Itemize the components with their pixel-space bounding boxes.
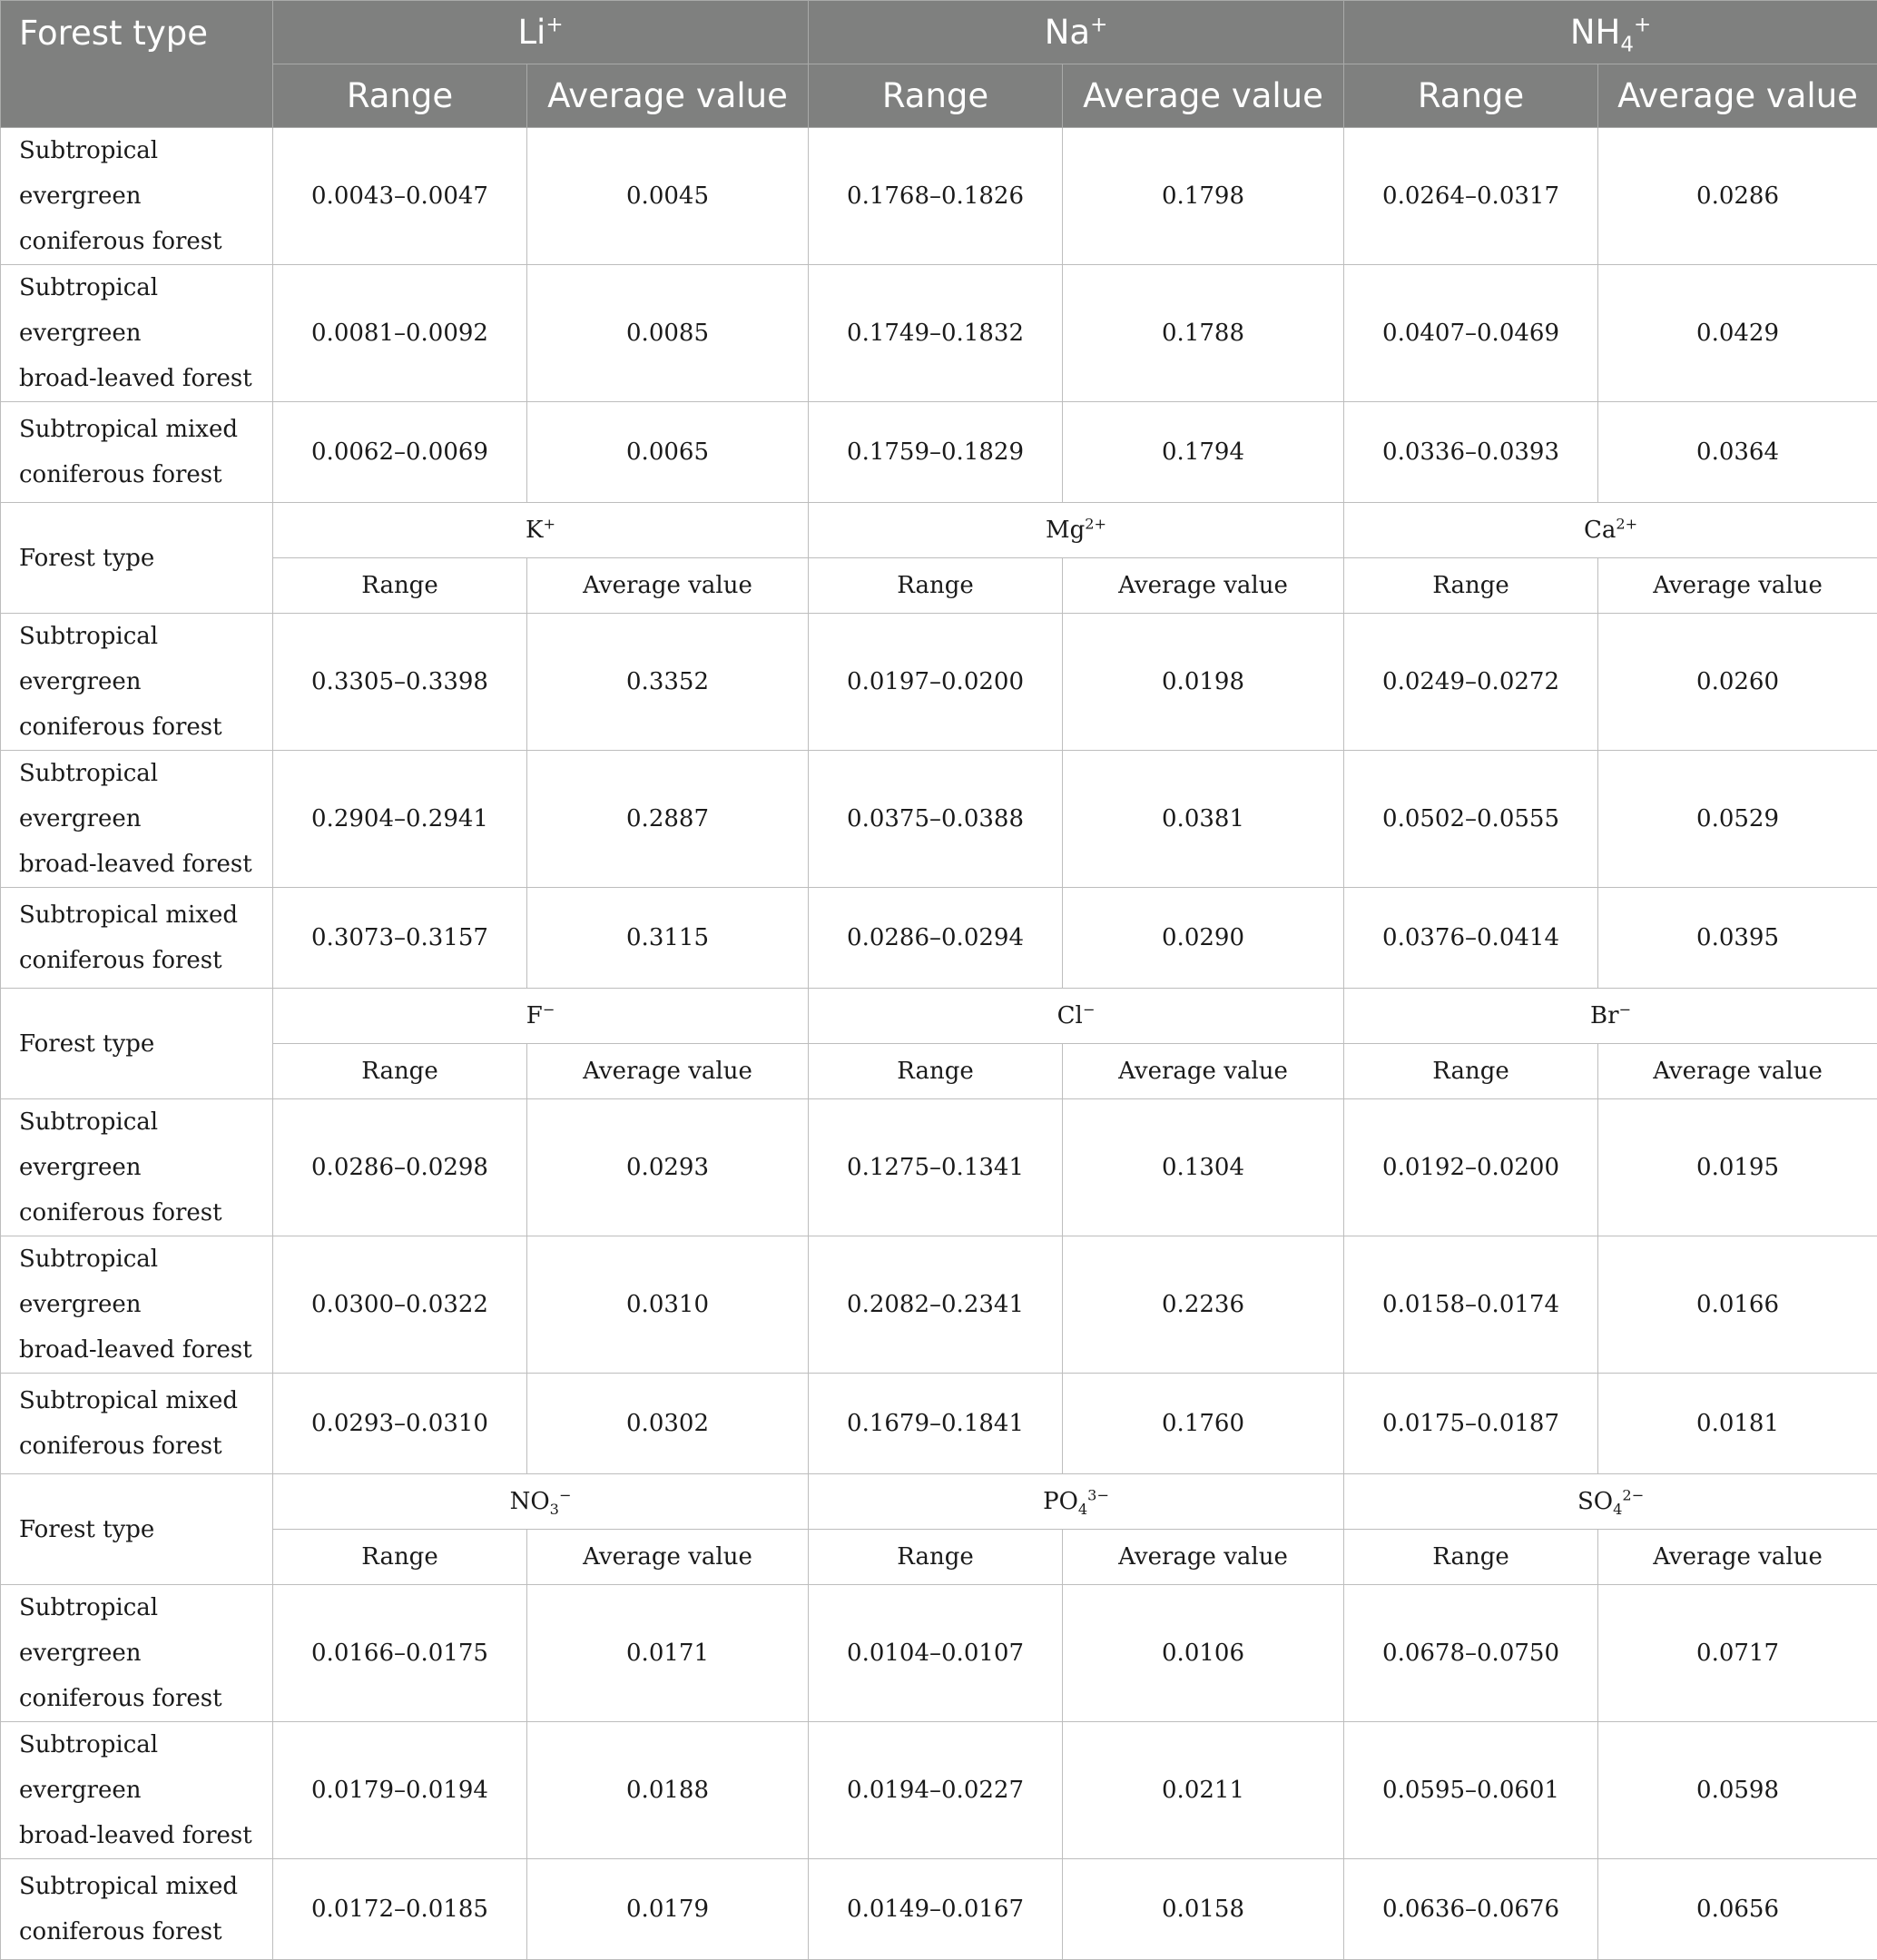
range-header: Range <box>1344 1530 1598 1585</box>
average-cell: 0.0166 <box>1598 1236 1877 1374</box>
forest-type-line: Subtropical evergreen <box>19 137 158 210</box>
average-cell: 0.0598 <box>1598 1722 1877 1859</box>
average-cell: 0.0158 <box>1063 1859 1344 1960</box>
forest-type-cell <box>1 265 273 402</box>
ion-header: F− <box>273 989 809 1044</box>
range-cell: 0.0407–0.0469 <box>1344 265 1598 402</box>
forest-type-cell <box>1 128 273 265</box>
forest-type-line: Subtropical mixed <box>19 1873 238 1900</box>
forest-type-cell <box>1 1374 273 1474</box>
average-header: Average value <box>527 1530 809 1585</box>
table-row <box>1 128 1877 265</box>
forest-type-line: coniferous forest <box>19 228 222 255</box>
average-header: Average value <box>527 1044 809 1099</box>
ion-header: $SO_4^{2-}$ <box>1344 1474 1877 1530</box>
range-cell: 0.3073–0.3157 <box>273 888 527 989</box>
table-row <box>1 1585 1877 1722</box>
forest-type-cell <box>1 1236 273 1374</box>
range-cell: 0.1275–0.1341 <box>809 1099 1063 1236</box>
range-header: Range <box>809 64 1063 128</box>
forest-type-cell <box>1 1099 273 1236</box>
average-cell: 0.1760 <box>1063 1374 1344 1474</box>
range-cell: 0.1768–0.1826 <box>809 128 1063 265</box>
forest-type-line: Subtropical evergreen <box>19 1731 158 1804</box>
range-cell: 0.0158–0.0174 <box>1344 1236 1598 1374</box>
table-body <box>1 128 1877 1960</box>
range-cell: 0.0194–0.0227 <box>809 1722 1063 1859</box>
ion-header: $Ca^{2+}$ <box>1344 503 1877 558</box>
average-cell: 0.0395 <box>1598 888 1877 989</box>
range-cell: 0.0104–0.0107 <box>809 1585 1063 1722</box>
forest-type-cell <box>1 614 273 751</box>
table-header <box>1 1 1877 128</box>
table-row <box>1 1236 1877 1374</box>
forest-type-line: Subtropical evergreen <box>19 760 158 832</box>
range-cell: 0.0376–0.0414 <box>1344 888 1598 989</box>
ion-header: Br− <box>1344 989 1877 1044</box>
range-cell: 0.0249–0.0272 <box>1344 614 1598 751</box>
forest-type-header: Forest type <box>1 989 273 1099</box>
average-cell: 0.0290 <box>1063 888 1344 989</box>
range-cell: 0.1749–0.1832 <box>809 265 1063 402</box>
average-header: Average value <box>1063 64 1344 128</box>
range-cell: 0.2904–0.2941 <box>273 751 527 888</box>
forest-type-cell <box>1 751 273 888</box>
forest-type-line: broad-leaved forest <box>19 1336 252 1364</box>
forest-type-line: coniferous forest <box>19 714 222 741</box>
range-header: Range <box>1344 1044 1598 1099</box>
average-cell: 0.0198 <box>1063 614 1344 751</box>
section-header-row <box>1 1474 1877 1530</box>
forest-type-line: coniferous forest <box>19 947 222 974</box>
average-cell: 0.0286 <box>1598 128 1877 265</box>
average-cell: 0.0302 <box>527 1374 809 1474</box>
range-cell: 0.0062–0.0069 <box>273 402 527 503</box>
range-cell: 0.0595–0.0601 <box>1344 1722 1598 1859</box>
average-header: Average value <box>527 64 809 128</box>
range-cell: 0.0336–0.0393 <box>1344 402 1598 503</box>
range-cell: 0.0081–0.0092 <box>273 265 527 402</box>
range-header: Range <box>273 64 527 128</box>
range-cell: 0.0286–0.0294 <box>809 888 1063 989</box>
forest-type-line: Subtropical mixed <box>19 416 238 443</box>
average-cell: 0.0656 <box>1598 1859 1877 1960</box>
table-row <box>1 402 1877 503</box>
range-cell: 0.0043–0.0047 <box>273 128 527 265</box>
range-cell: 0.0166–0.0175 <box>273 1585 527 1722</box>
average-cell: 0.2887 <box>527 751 809 888</box>
forest-type-cell <box>1 888 273 989</box>
table-row <box>1 1722 1877 1859</box>
range-header: Range <box>809 1530 1063 1585</box>
forest-type-line: Subtropical evergreen <box>19 1246 158 1318</box>
ion-header: $PO_4^{3-}$ <box>809 1474 1344 1530</box>
table-row <box>1 888 1877 989</box>
average-header: Average value <box>1598 64 1877 128</box>
forest-type-line: Subtropical evergreen <box>19 1594 158 1667</box>
range-cell: 0.0375–0.0388 <box>809 751 1063 888</box>
average-cell: 0.1794 <box>1063 402 1344 503</box>
forest-type-line: broad-leaved forest <box>19 1822 252 1849</box>
forest-type-line: coniferous forest <box>19 1433 222 1460</box>
forest-type-header: Forest type <box>1 503 273 614</box>
forest-type-header: Forest type <box>1 1 273 128</box>
forest-type-line: Subtropical evergreen <box>19 623 158 695</box>
range-header: Range <box>1344 64 1598 128</box>
average-cell: 0.0188 <box>527 1722 809 1859</box>
average-cell: 0.0106 <box>1063 1585 1344 1722</box>
forest-type-cell <box>1 402 273 503</box>
average-cell: 0.0260 <box>1598 614 1877 751</box>
forest-type-cell <box>1 1859 273 1960</box>
section-subheader-row <box>1 1044 1877 1099</box>
average-header: Average value <box>1598 558 1877 614</box>
table-row <box>1 1099 1877 1236</box>
range-cell: 0.0300–0.0322 <box>273 1236 527 1374</box>
average-header: Average value <box>1063 1044 1344 1099</box>
average-cell: 0.0085 <box>527 265 809 402</box>
average-header: Average value <box>1063 1530 1344 1585</box>
range-cell: 0.0502–0.0555 <box>1344 751 1598 888</box>
forest-type-line: coniferous forest <box>19 1918 222 1945</box>
ion-header: $NO_3^-$ <box>273 1474 809 1530</box>
ion-header: Na+ <box>809 1 1344 64</box>
average-cell: 0.3352 <box>527 614 809 751</box>
average-cell: 0.3115 <box>527 888 809 989</box>
range-cell: 0.1679–0.1841 <box>809 1374 1063 1474</box>
range-cell: 0.1759–0.1829 <box>809 402 1063 503</box>
table-row <box>1 1859 1877 1960</box>
range-cell: 0.0172–0.0185 <box>273 1859 527 1960</box>
forest-type-header: Forest type <box>1 1474 273 1585</box>
range-cell: 0.2082–0.2341 <box>809 1236 1063 1374</box>
average-header: Average value <box>527 558 809 614</box>
average-cell: 0.0717 <box>1598 1585 1877 1722</box>
forest-type-cell <box>1 1722 273 1859</box>
range-cell: 0.0678–0.0750 <box>1344 1585 1598 1722</box>
ion-header: $Mg^{2+}$ <box>809 503 1344 558</box>
average-cell: 0.0195 <box>1598 1099 1877 1236</box>
section-header-row <box>1 989 1877 1044</box>
average-cell: 0.0529 <box>1598 751 1877 888</box>
forest-type-line: Subtropical evergreen <box>19 274 158 347</box>
range-cell: 0.0179–0.0194 <box>273 1722 527 1859</box>
forest-type-line: broad-leaved forest <box>19 851 252 878</box>
range-header: Range <box>1344 558 1598 614</box>
average-cell: 0.1788 <box>1063 265 1344 402</box>
range-cell: 0.0293–0.0310 <box>273 1374 527 1474</box>
forest-type-line: coniferous forest <box>19 461 222 488</box>
range-cell: 0.0264–0.0317 <box>1344 128 1598 265</box>
table-row <box>1 1374 1877 1474</box>
table-row <box>1 265 1877 402</box>
average-header: Average value <box>1063 558 1344 614</box>
average-cell: 0.0179 <box>527 1859 809 1960</box>
average-header: Average value <box>1598 1530 1877 1585</box>
average-cell: 0.0310 <box>527 1236 809 1374</box>
average-cell: 0.0211 <box>1063 1722 1344 1859</box>
range-header: Range <box>273 558 527 614</box>
range-cell: 0.0192–0.0200 <box>1344 1099 1598 1236</box>
section-header-row <box>1 503 1877 558</box>
average-header: Average value <box>1598 1044 1877 1099</box>
range-header: Range <box>809 1044 1063 1099</box>
forest-type-line: Subtropical evergreen <box>19 1108 158 1181</box>
range-cell: 0.0197–0.0200 <box>809 614 1063 751</box>
average-cell: 0.0293 <box>527 1099 809 1236</box>
range-cell: 0.0286–0.0298 <box>273 1099 527 1236</box>
range-header: Range <box>273 1044 527 1099</box>
section-subheader-row <box>1 558 1877 614</box>
average-cell: 0.1798 <box>1063 128 1344 265</box>
average-cell: 0.0429 <box>1598 265 1877 402</box>
average-cell: 0.0045 <box>527 128 809 265</box>
section-subheader-row <box>1 1530 1877 1585</box>
forest-type-line: coniferous forest <box>19 1199 222 1226</box>
table-row <box>1 614 1877 751</box>
average-cell: 0.0171 <box>527 1585 809 1722</box>
ion-header: K+ <box>273 503 809 558</box>
ion-header: Li+ <box>273 1 809 64</box>
average-cell: 0.0381 <box>1063 751 1344 888</box>
forest-type-line: Subtropical mixed <box>19 1387 238 1414</box>
average-cell: 0.2236 <box>1063 1236 1344 1374</box>
ion-header: Cl− <box>809 989 1344 1044</box>
forest-type-line: coniferous forest <box>19 1685 222 1712</box>
range-header: Range <box>809 558 1063 614</box>
ion-header: $NH_4^+$ <box>1344 1 1877 64</box>
forest-type-line: Subtropical mixed <box>19 901 238 929</box>
range-cell: 0.3305–0.3398 <box>273 614 527 751</box>
table-row <box>1 751 1877 888</box>
average-cell: 0.0065 <box>527 402 809 503</box>
range-header: Range <box>273 1530 527 1585</box>
range-cell: 0.0175–0.0187 <box>1344 1374 1598 1474</box>
average-cell: 0.0181 <box>1598 1374 1877 1474</box>
forest-type-line: broad-leaved forest <box>19 365 252 392</box>
range-cell: 0.0149–0.0167 <box>809 1859 1063 1960</box>
average-cell: 0.0364 <box>1598 402 1877 503</box>
average-cell: 0.1304 <box>1063 1099 1344 1236</box>
forest-type-cell <box>1 1585 273 1722</box>
range-cell: 0.0636–0.0676 <box>1344 1859 1598 1960</box>
